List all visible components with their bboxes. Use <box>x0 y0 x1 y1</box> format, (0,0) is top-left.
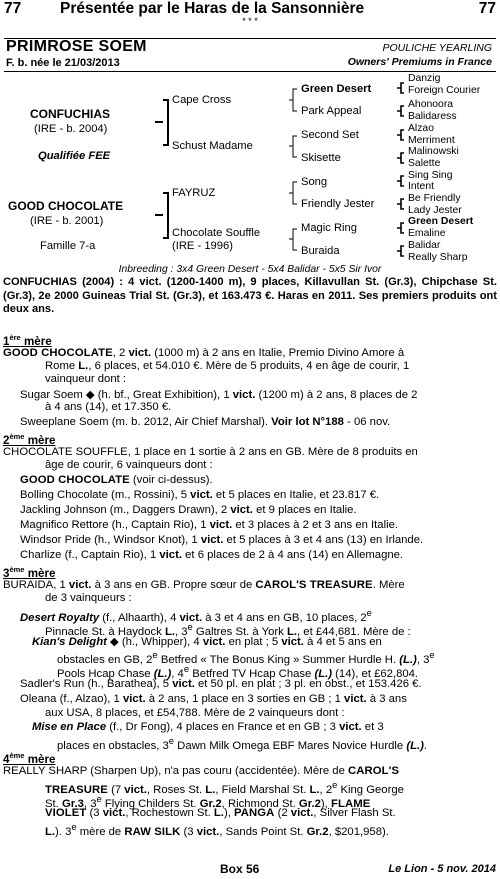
lot-number-left: 77 <box>4 0 22 17</box>
dam2-line-8: Charlize (f., Captain Rio), 1 vict. et 6 places de 2 à 4 ans (14) en Allemagne. <box>20 549 404 561</box>
gen3-skisette: Skisette <box>301 152 341 164</box>
dam-info: (IRE - b. 2001) <box>30 215 104 227</box>
horse-name: PRIMROSE SOEM <box>6 38 147 55</box>
dam4-line-3: St. Gr.3, 3e Flying Childers St. Gr.2, Richmond St. Gr.2), FLAME <box>45 793 371 810</box>
dam3-line-11: Mise en Place (f., Dr Fong), 4 places en France et en GB ; 3 vict. et 3 <box>32 721 384 733</box>
gen3-magic-ring: Magic Ring <box>301 222 357 234</box>
dam3-line-3: Desert Royalty (f., Alhaarth), 4 vict. à 3 et 4 ans en GB, 10 places, 2e <box>20 607 372 624</box>
dam4-line-1: REALLY SHARP (Sharpen Up), n'a pas couru (accidentée). Mère de CAROL'S <box>3 765 400 777</box>
gen2-fayruz: FAYRUZ <box>172 187 216 199</box>
owners-premiums: Owners' Premiums in France <box>347 56 492 68</box>
dam2-line-1: CHOCOLATE SOUFFLE, 1 place en 1 sortie à 2 ans en GB. Mère de 8 produits en <box>3 446 418 458</box>
gen4-sing-sing: Sing Sing <box>408 170 453 181</box>
sire-info: (IRE - b. 2004) <box>34 123 108 135</box>
gen4-intent: Intent <box>408 181 434 192</box>
section-2eme-mere: 2ème mère <box>3 432 56 447</box>
gen3-buraida: Buraida <box>301 245 340 257</box>
dam2-line-3: GOOD CHOCOLATE (voir ci-dessus). <box>20 474 213 486</box>
dam3-line-5: Kian's Delight ◆ (h., Whipper), 4 vict. en plat ; 5 vict. à 4 et 5 ans en <box>32 636 382 648</box>
gen3-song: Song <box>301 176 328 188</box>
dam3-line-10: aux USA, 8 places, et £54,788. Mère de 2 vainqueurs dont : <box>45 707 345 719</box>
sire-note: Qualifiée FEE <box>38 150 111 162</box>
gen4-balidar: Balidar <box>408 240 441 251</box>
gen2-chocolate-souffle: Chocolate Souffle <box>172 227 261 239</box>
dam3-line-12: places en obstacles, 3e Dawn Milk Omega EBF Mares Novice Hurdle (L.). <box>57 735 428 752</box>
gen4-green-desert: Green Desert <box>408 216 474 227</box>
gen4-ahonoora: Ahonoora <box>408 99 454 110</box>
gen2-cape-cross: Cape Cross <box>172 94 232 106</box>
dam1-line-6: Sweeplane Soem (m. b. 2012, Air Chief Marshal). Voir lot N°188 - 06 nov. <box>20 416 391 428</box>
inbreeding-line: Inbreeding : 3x4 Green Desert - 5x4 Balidar - 5x5 Sir Ivor <box>118 264 382 275</box>
dam1-line-2: Rome L., 6 places, et 54.010 €. Mère de 5 produits, 4 en âge de courir, 1 <box>45 360 410 372</box>
gen3-green-desert: Green Desert <box>301 83 372 95</box>
dam4-line-4: VIOLET (3 vict., Rochestown St. L.), PANGA (2 vict., Silver Flash St. <box>45 807 396 819</box>
gen4-malinowski: Malinowski <box>408 146 459 157</box>
gen4-salette: Salette <box>408 158 441 169</box>
gen4-danzig: Danzig <box>408 73 441 84</box>
gen4-lady-jester: Lady Jester <box>408 205 462 216</box>
gen2-schust-madame: Schust Madame <box>172 140 253 152</box>
section-3eme-mere: 3ème mère <box>3 565 56 580</box>
dam3-line-9: Oleana (f., Alzao), 1 vict. à 2 ans, 1 place en 3 sorties en GB ; 1 vict. à 3 ans <box>20 693 407 705</box>
gen4-be-friendly: Be Friendly <box>408 193 461 204</box>
horse-sex-birth: F. b. née le 21/03/2013 <box>6 57 120 69</box>
section-4eme-mere: 4ème mère <box>3 751 56 766</box>
dam1-line-3: vainqueur dont : <box>45 373 127 385</box>
dam2-line-4: Bolling Chocolate (m., Rossini), 5 vict. et 5 places en Italie, et 23.817 €. <box>20 489 380 501</box>
dam4-line-2: TREASURE (7 vict., Roses St. L., Field Marshal St. L., 2e King George <box>45 779 404 796</box>
dam2-line-2: âge de courir, 6 vainqueurs dont : <box>45 459 213 471</box>
gen4-really-sharp: Really Sharp <box>408 252 468 263</box>
sale-info: Le Lion - 5 nov. 2014 <box>388 863 496 875</box>
box-number: Box 56 <box>220 862 260 876</box>
gen3-second-set: Second Set <box>301 129 359 141</box>
dam-family: Famille 7-a <box>40 240 96 252</box>
gen4-balidaress: Balidaress <box>408 111 457 122</box>
dam1-line-4: Sugar Soem ◆ (h. bf., Great Exhibition), 1 vict. (1200 m) à 2 ans, 8 places de 2 <box>20 389 418 401</box>
gen2-chocolate-souffle-info: (IRE - 1996) <box>172 240 233 252</box>
dam3-line-7: Pools Hcap Chase (L.), 4e Betfred TV Hcap Chase (L.) (14), et £62,804. <box>57 663 419 680</box>
dam3-line-4: Pinnacle St. à Haydock L., 3e Galtres St. à York L., et £44,681. Mère de : <box>45 621 411 638</box>
header-stars: * * * <box>242 16 258 26</box>
dam3-line-1: BURAIDA, 1 vict. à 3 ans en GB. Propre sœur de CAROL'S TREASURE. Mère <box>3 579 405 591</box>
horse-type: POULICHE YEARLING <box>382 42 492 54</box>
dam2-line-5: Jackling Johnson (m., Daggers Drawn), 2 vict. et 9 places en Italie. <box>20 504 357 516</box>
gen3-park-appeal: Park Appeal <box>301 105 362 117</box>
dam3-line-2: de 3 vainqueurs : <box>45 592 132 604</box>
sire-name: CONFUCHIAS <box>30 107 110 121</box>
lot-number-right: 77 <box>478 0 496 17</box>
gen4-merriment: Merriment <box>408 135 455 146</box>
dam4-line-5: L.). 3e mère de RAW SILK (3 vict., Sands Point St. Gr.2, $201,958). <box>45 821 389 838</box>
dam1-line-5: à 4 ans (14), et 17.350 €. <box>45 401 172 413</box>
dam3-line-6: obstacles en GB, 2e Betfred « The Bonus King » Summer Hurdle H. (L.), 3e <box>57 649 435 666</box>
gen4-emaline: Emaline <box>408 228 446 239</box>
dam2-line-6: Magnifico Rettore (h., Captain Rio), 1 vict. et 3 places à 2 et 3 ans en Italie. <box>20 519 399 531</box>
section-1ere-mere: 1ère mère <box>3 333 52 348</box>
dam3-line-8: Sadler's Run (h., Barathea), 5 vict. et 50 pl. en plat ; 3 pl. en obst., et 153.426 €. <box>20 678 422 690</box>
header-title: Présentée par le Haras de la Sansonnière <box>60 0 365 17</box>
gen3-friendly-jester: Friendly Jester <box>301 198 375 210</box>
gen4-alzao: Alzao <box>408 123 434 134</box>
sire-record: CONFUCHIAS (2004) : 4 vict. (1200-1400 m), 9 places, Killavullan St. (Gr.3), Chipchase St. (Gr.3), 2e 2000 Guineas Trial St. (Gr.3), et 163.473 €. Haras en 2011. Ses premiers produits ont deux ans. <box>3 276 497 315</box>
dam-name: GOOD CHOCOLATE <box>8 199 124 213</box>
dam1-line-1: GOOD CHOCOLATE, 2 vict. (1000 m) à 2 ans en Italie, Premio Divino Amore à <box>3 347 405 359</box>
gen4-foreign-courier: Foreign Courier <box>408 85 481 96</box>
dam2-line-7: Windsor Pride (h., Windsor Knot), 1 vict. et 5 places à 3 et 4 ans (13) en Irlande. <box>20 534 424 546</box>
